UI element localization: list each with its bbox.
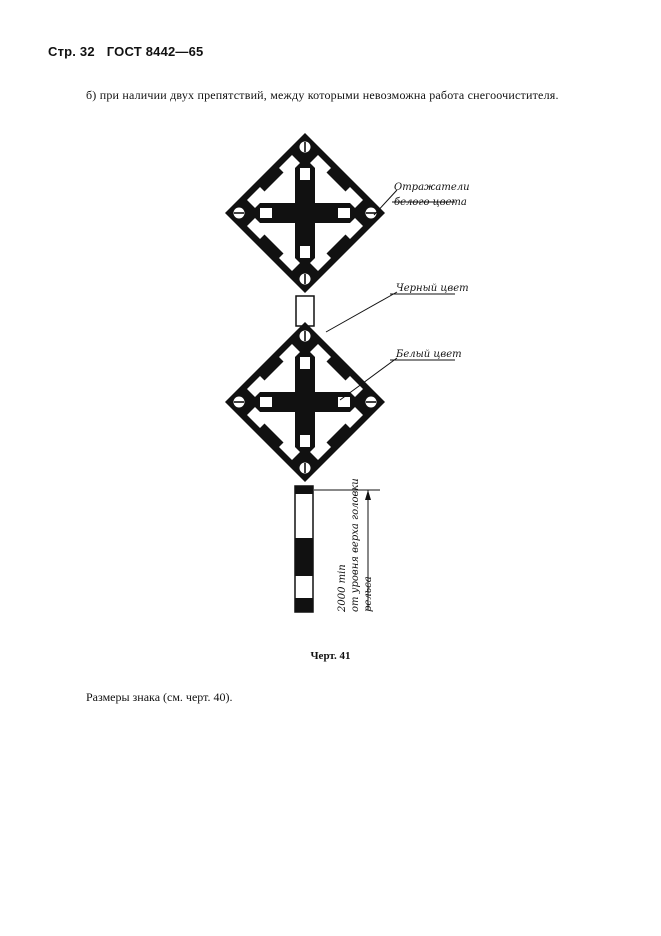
post-bottom — [295, 486, 313, 612]
label-reflectors-2: белого цвета — [394, 197, 467, 208]
paragraph-text: б) при наличии двух препятствий, между которыми невозможна работа снегоочистителя. — [86, 88, 559, 102]
dimensions-note: Размеры знака (см. черт. 40). — [86, 690, 233, 704]
label-white: Белый цвет — [396, 349, 462, 360]
figure-caption: Черт. 41 — [310, 650, 351, 662]
label-black: Черный цвет — [396, 283, 469, 294]
page-number: Стр. 32 — [48, 44, 95, 59]
label-reflectors-1: Отражатели — [394, 182, 470, 193]
dimension-value: 2000 min — [337, 564, 348, 612]
upper-sign — [225, 133, 385, 293]
dimension-note-2: рельса — [363, 576, 374, 612]
lower-sign — [225, 322, 385, 482]
post-middle — [296, 296, 314, 326]
dimension-note-1: от уровня верха головки — [350, 478, 361, 612]
standard-code: ГОСТ 8442—65 — [106, 44, 204, 59]
